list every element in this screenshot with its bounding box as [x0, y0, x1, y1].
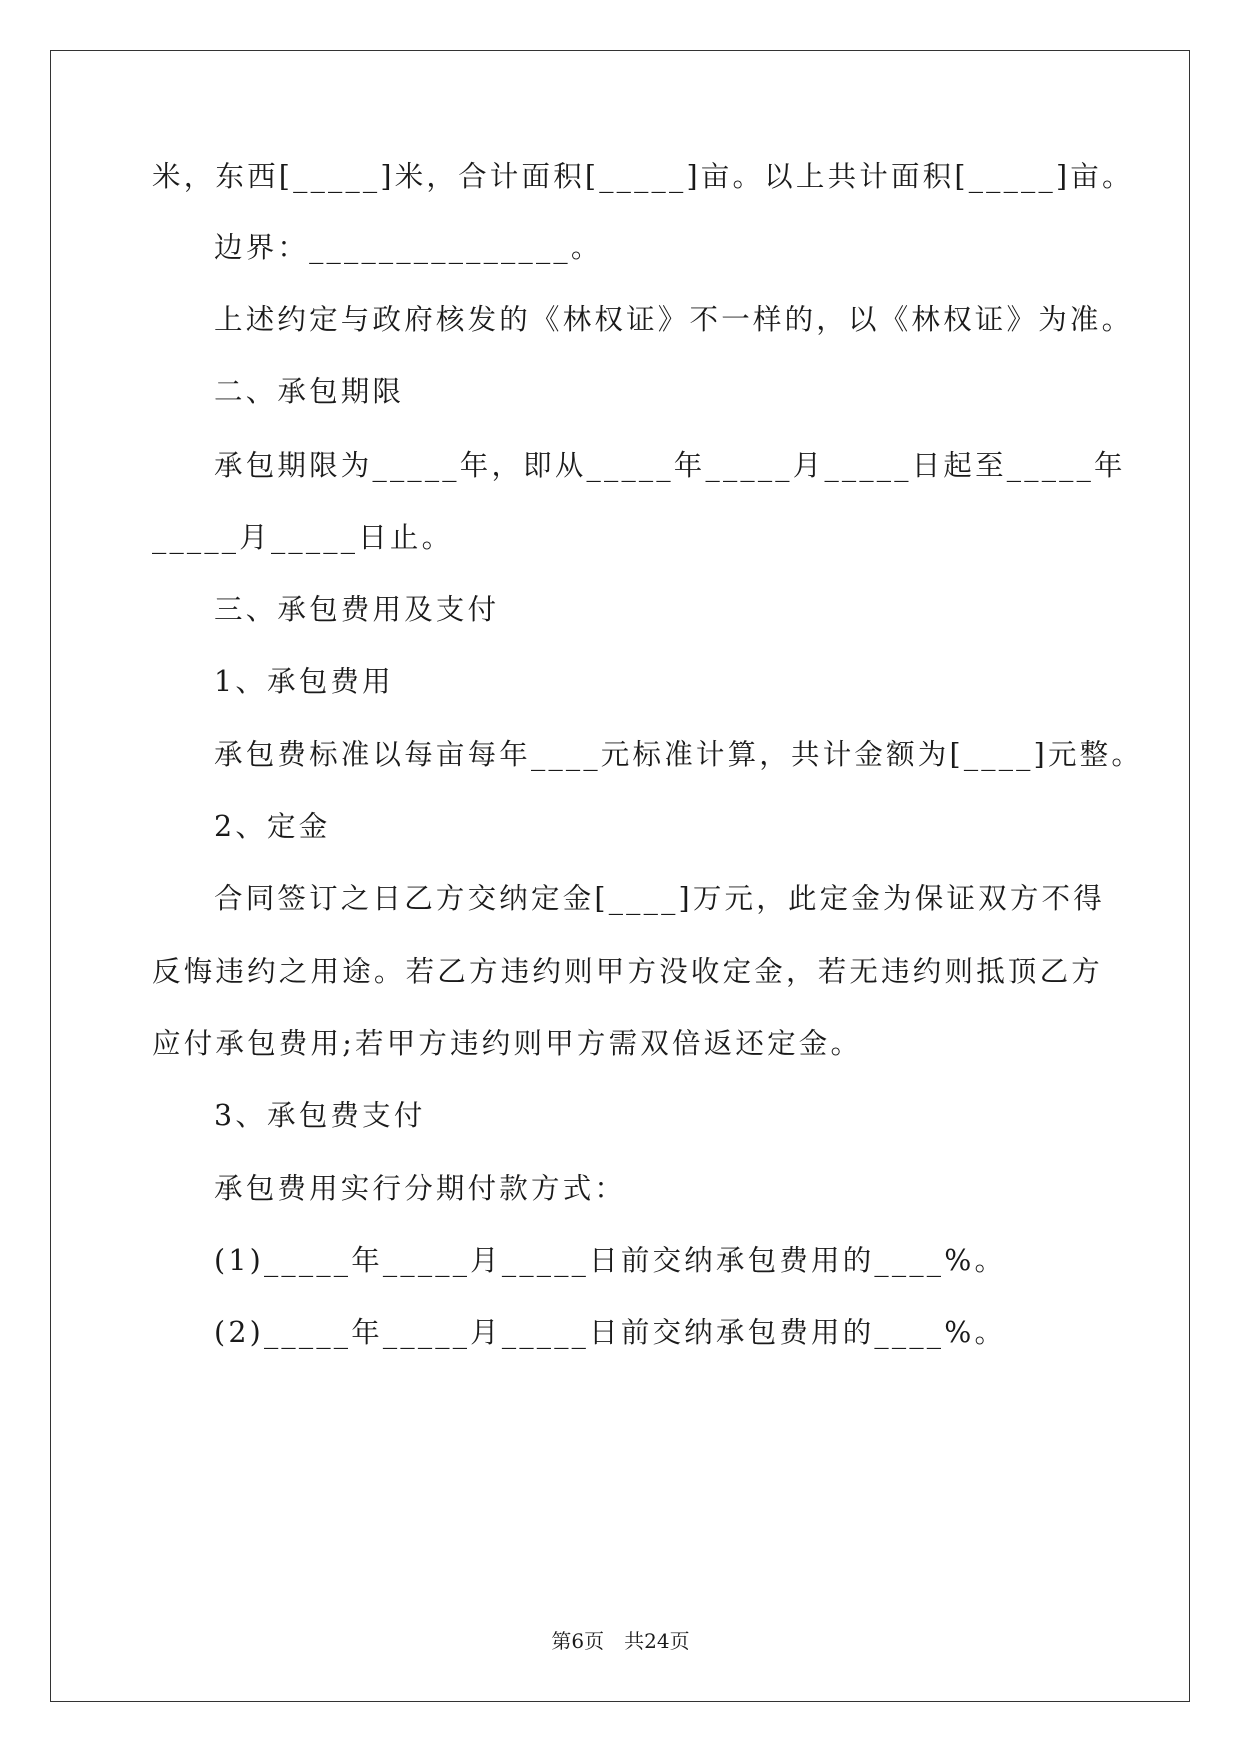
page-number: 第6页: [551, 1629, 605, 1653]
section-heading: 二、承包期限: [214, 375, 405, 408]
subsection-heading: 1、承包费用: [214, 665, 394, 698]
page-border: [50, 50, 1190, 1702]
text-line: 承包期限为_____年，即从_____年_____月_____日起至_____年: [214, 449, 1126, 482]
text-line: _____月_____日止。: [152, 521, 454, 554]
text-line: 米，东西[_____]米，合计面积[_____]亩。以上共计面积[_____]亩。: [152, 160, 1134, 193]
text-line: 上述约定与政府核发的《林权证》不一样的，以《林权证》为准。: [214, 303, 1134, 336]
page-footer: [0, 1625, 1241, 1654]
text-line: 承包费用实行分期付款方式：: [214, 1172, 627, 1205]
text-line: 承包费标准以每亩每年____元标准计算，共计金额为[____]元整。: [214, 738, 1144, 771]
subsection-heading: 3、承包费支付: [214, 1099, 426, 1132]
text-line: 应付承包费用;若甲方违约则甲方需双倍返还定金。: [152, 1027, 863, 1060]
text-line: 边界：_______________。: [214, 231, 603, 264]
list-item: (2)_____年_____月_____日前交纳承包费用的____%。: [214, 1316, 1007, 1349]
subsection-heading: 2、定金: [214, 810, 331, 843]
section-heading: 三、承包费用及支付: [214, 593, 500, 626]
text-line: 合同签订之日乙方交纳定金[____]万元，此定金为保证双方不得: [214, 882, 1105, 915]
total-pages: 共24页: [624, 1629, 690, 1653]
list-item: (1)_____年_____月_____日前交纳承包费用的____%。: [214, 1244, 1007, 1277]
text-line: 反悔违约之用途。若乙方违约则甲方没收定金，若无违约则抵顶乙方: [152, 955, 1104, 988]
